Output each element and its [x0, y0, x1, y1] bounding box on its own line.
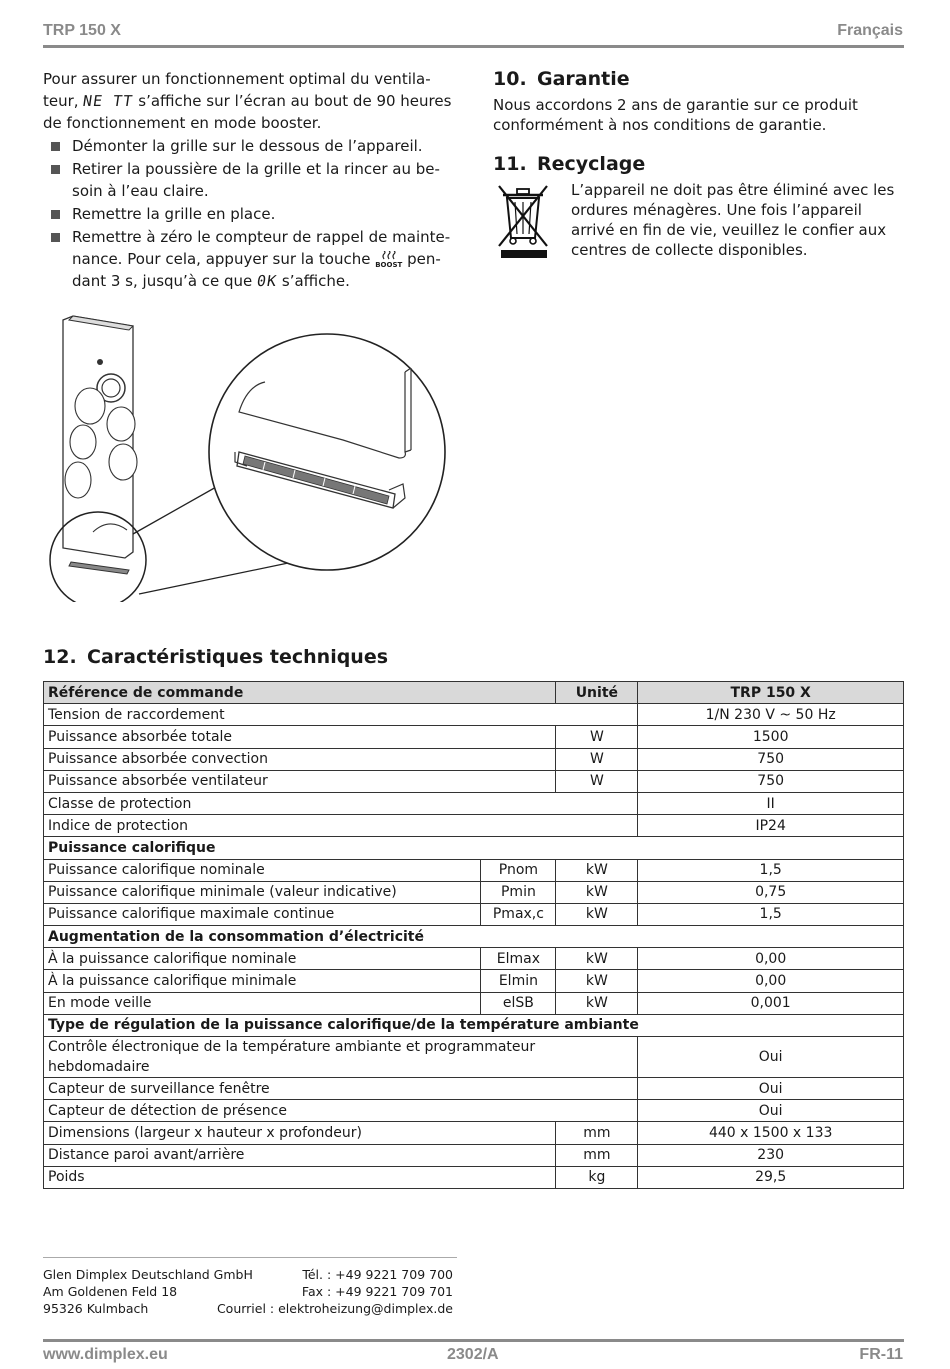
header-value: TRP 150 X: [638, 682, 904, 704]
row-label: Puissance absorbée convection: [44, 748, 556, 770]
table-row: [44, 1078, 904, 1100]
table-row: [44, 1166, 904, 1188]
row-symbol: Pnom: [481, 859, 556, 881]
row-value: Oui: [638, 1100, 904, 1122]
table-row: [44, 792, 904, 814]
intro-line-2a: teur,: [43, 92, 79, 110]
row-label: Contrôle électronique de la température ambiante et programmateur hebdomadaire: [44, 1037, 638, 1078]
display-code-nett: NE TT: [82, 92, 135, 110]
section-title-garantie: [493, 68, 904, 90]
intro-line-2b: s’affiche sur l’écran au bout de 90 heures: [138, 92, 452, 110]
row-value: Oui: [638, 1037, 904, 1078]
recyclage-text: L’appareil ne doit pas être éliminé avec les ordures ménagères. Une fois l’appareil arrivé en fin de vie, veuillez le confier aux centres de collecte disponibles.: [571, 181, 895, 259]
company-street: Am Goldenen Feld 18: [43, 1284, 178, 1299]
row-value: 1500: [638, 726, 904, 748]
row-unit: kW: [556, 992, 638, 1014]
right-column: [493, 68, 904, 264]
row-label: Dimensions (largeur x hauteur x profondeur): [44, 1122, 556, 1144]
maintenance-section: [43, 68, 463, 292]
row-symbol: Elmax: [481, 948, 556, 970]
row-unit: kW: [556, 859, 638, 881]
row-value: 750: [638, 770, 904, 792]
row-value: 750: [638, 748, 904, 770]
boost-label: BOOST: [375, 260, 403, 269]
company-city: 95326 Kulmbach: [43, 1301, 149, 1316]
specs-table: [43, 681, 904, 1189]
row-unit: mm: [556, 1144, 638, 1166]
table-row: [44, 1122, 904, 1144]
section-label: Augmentation de la consommation d’électricité: [44, 926, 904, 948]
footer-url[interactable]: www.dimplex.eu: [43, 1346, 168, 1363]
grille-illustration: [43, 312, 453, 602]
maintenance-intro: [43, 68, 463, 134]
header-model: TRP 150 X: [43, 22, 121, 39]
row-symbol: Pmin: [481, 881, 556, 903]
company-contact: [217, 1266, 453, 1317]
footer-page-number: FR-11: [859, 1346, 903, 1363]
company-name: Glen Dimplex Deutschland GmbH: [43, 1267, 253, 1282]
list-item: [43, 226, 463, 292]
table-row: [44, 859, 904, 881]
table-row: [44, 948, 904, 970]
table-row: [44, 726, 904, 748]
table-row: [44, 815, 904, 837]
row-unit: W: [556, 770, 638, 792]
row-unit: kW: [556, 903, 638, 925]
header-unit: Unité: [556, 682, 638, 704]
table-row: [44, 1100, 904, 1122]
section-title-specs: [43, 646, 388, 668]
row-label: Tension de raccordement: [44, 704, 638, 726]
section-title-text: Recyclage: [537, 153, 646, 175]
row-unit: W: [556, 726, 638, 748]
row-label: En mode veille: [44, 992, 481, 1014]
row-value: 1,5: [638, 859, 904, 881]
row-label: Capteur de détection de présence: [44, 1100, 638, 1122]
row-value: 1/N 230 V ~ 50 Hz: [638, 704, 904, 726]
table-row: [44, 881, 904, 903]
company-fax: Fax : +49 9221 709 701: [301, 1284, 453, 1299]
row-value: 0,75: [638, 881, 904, 903]
section-number: 12.: [43, 646, 77, 668]
row-value: IP24: [638, 815, 904, 837]
row-value: 0,00: [638, 948, 904, 970]
table-section-row: [44, 926, 904, 948]
footer-divider: [43, 1257, 457, 1258]
row-value: 29,5: [638, 1166, 904, 1188]
section-number: 11.: [493, 153, 527, 175]
table-row: [44, 1144, 904, 1166]
row-unit: kg: [556, 1166, 638, 1188]
row-symbol: Pmax,c: [481, 903, 556, 925]
row-value: 1,5: [638, 903, 904, 925]
maintenance-steps: [43, 135, 463, 292]
step4-text-b: pen- dant 3 s, jusqu’à ce que: [72, 250, 441, 290]
table-row: [44, 903, 904, 925]
row-value: 230: [638, 1144, 904, 1166]
header-label: Référence de commande: [44, 682, 556, 704]
step4-text-a: Remettre à zéro le compteur de rappel de mainte- nance. Pour cela, appuyer sur la touche: [72, 228, 451, 268]
row-label: Puissance absorbée ventilateur: [44, 770, 556, 792]
intro-line-1: Pour assurer un fonctionnement optimal du ventila-: [43, 70, 431, 88]
row-value: Oui: [638, 1078, 904, 1100]
crossed-bin-icon: [493, 180, 571, 264]
intro-line-3: de fonctionnement en mode booster.: [43, 114, 322, 132]
row-unit: kW: [556, 948, 638, 970]
section-label: Puissance calorifique: [44, 837, 904, 859]
table-section-row: [44, 837, 904, 859]
table-row: [44, 1037, 904, 1078]
list-item: Démonter la grille sur le dessous de l’appareil.: [43, 135, 463, 157]
section-title-text: Caractéristiques techniques: [87, 646, 389, 668]
row-value: 0,00: [638, 970, 904, 992]
footer-rule: [43, 1339, 904, 1342]
row-label: Puissance calorifique minimale (valeur indicative): [44, 881, 481, 903]
recyclage-block: [493, 180, 904, 264]
row-label: Capteur de surveillance fenêtre: [44, 1078, 638, 1100]
list-item: Remettre la grille en place.: [43, 203, 463, 225]
row-label: À la puissance calorifique minimale: [44, 970, 481, 992]
section-number: 10.: [493, 68, 527, 90]
row-unit: W: [556, 748, 638, 770]
table-header-row: [44, 682, 904, 704]
section-title-recyclage: [493, 153, 904, 175]
row-label: Distance paroi avant/arrière: [44, 1144, 556, 1166]
company-mail: Courriel : elektroheizung@dimplex.de: [216, 1301, 453, 1316]
table-row: [44, 704, 904, 726]
table-row: [44, 770, 904, 792]
row-unit: kW: [556, 970, 638, 992]
table-row: [44, 748, 904, 770]
row-symbol: Elmin: [481, 970, 556, 992]
row-label: Puissance calorifique maximale continue: [44, 903, 481, 925]
row-unit: mm: [556, 1122, 638, 1144]
list-item: Retirer la poussière de la grille et la rincer au be- soin à l’eau claire.: [43, 158, 463, 202]
table-row: [44, 970, 904, 992]
row-label: Puissance calorifique nominale: [44, 859, 481, 881]
row-value: II: [638, 792, 904, 814]
row-label: Poids: [44, 1166, 556, 1188]
row-symbol: elSB: [481, 992, 556, 1014]
row-label: Puissance absorbée totale: [44, 726, 556, 748]
row-label: Classe de protection: [44, 792, 638, 814]
garantie-text: Nous accordons 2 ans de garantie sur ce produit conformément à nos conditions de garantie.: [493, 96, 858, 134]
row-value: 0,001: [638, 992, 904, 1014]
table-row: [44, 992, 904, 1014]
header-rule: [43, 45, 904, 48]
step4-text-c: s’affiche.: [281, 272, 350, 290]
section-label: Type de régulation de la puissance calorifique/de la température ambiante: [44, 1014, 904, 1036]
company-tel: Tél. : +49 9221 709 700: [302, 1267, 453, 1282]
row-value: 440 x 1500 x 133: [638, 1122, 904, 1144]
header-language: Français: [837, 22, 903, 39]
boost-key-icon: [375, 251, 402, 269]
table-section-row: [44, 1014, 904, 1036]
row-unit: kW: [556, 881, 638, 903]
section-title-text: Garantie: [537, 68, 630, 90]
row-label: À la puissance calorifique nominale: [44, 948, 481, 970]
display-code-ok: 0K: [255, 272, 279, 290]
footer-doc-code: 2302/A: [447, 1346, 499, 1363]
row-label: Indice de protection: [44, 815, 638, 837]
